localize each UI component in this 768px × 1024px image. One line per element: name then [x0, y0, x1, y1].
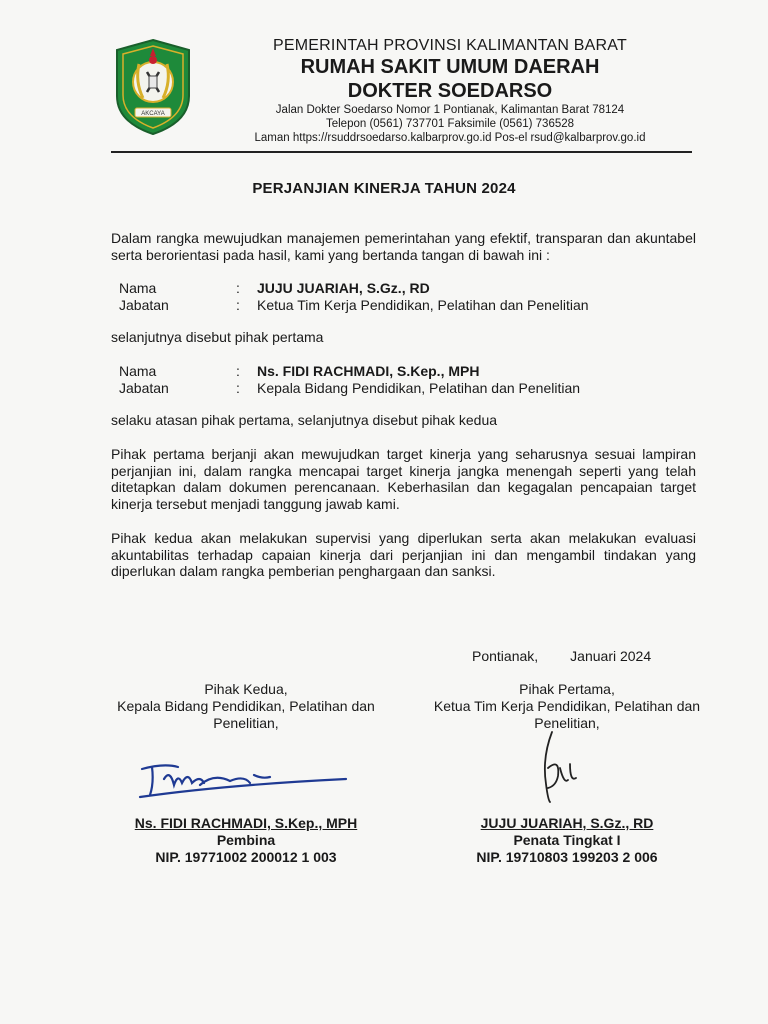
party1-position-label: Jabatan [119, 297, 169, 313]
address: Jalan Dokter Soedarso Nomor 1 Pontianak, Kalimantan Barat 78124 [275, 104, 625, 116]
party2-position: Kepala Bidang Pendidikan, Pelatihan dan Penelitian [257, 380, 581, 396]
phone: Telepon (0561) 737701 Faksimile (0561) 736528 [325, 118, 575, 130]
party1-designation: selanjutnya disebut pihak pertama [111, 329, 324, 345]
signature-right [530, 728, 580, 808]
colon: : [236, 363, 240, 379]
date: Januari 2024 [570, 648, 652, 664]
place-date [472, 648, 651, 664]
party1-position: Ketua Tim Kerja Pendidikan, Pelatihan dan Penelitian [257, 297, 589, 313]
party2-position-label: Jabatan [119, 380, 169, 396]
signature-block-left [96, 681, 396, 732]
signature-left [134, 755, 354, 805]
left-title: Kepala Bidang Pendidikan, Pelatihan dan Penelitian, [117, 698, 375, 731]
left-name: Ns. FIDI RACHMADI, S.Kep., MPH [134, 815, 358, 831]
party1-name: JUJU JUARIAH, S.Gz., RD [257, 280, 430, 296]
government-name: PEMERINTAH PROVINSI KALIMANTAN BARAT [273, 37, 627, 54]
party2-designation: selaku atasan pihak pertama, selanjutnya disebut pihak kedua [111, 412, 498, 428]
intro-paragraph: Dalam rangka mewujudkan manajemen pemerintahan yang efektif, transparan dan akuntabel serta berorientasi pada hasil, kami yang bertanda tangan di bawah ini : [111, 230, 696, 263]
party2-name: Ns. FIDI RACHMADI, S.Kep., MPH [257, 363, 480, 379]
signer-right [417, 815, 717, 866]
left-nip: NIP. 19771002 200012 1 003 [155, 849, 337, 865]
right-name: JUJU JUARIAH, S.Gz., RD [480, 815, 654, 831]
right-role: Pihak Pertama, [519, 681, 615, 697]
place: Pontianak, [472, 648, 539, 664]
header-divider [111, 151, 692, 153]
provincial-emblem-icon [113, 38, 193, 136]
left-rank: Pembina [216, 832, 276, 848]
supervision-paragraph: Pihak kedua akan melakukan supervisi yang diperlukan serta akan melakukan evaluasi akuntabilitas terhadap capaian kinerja dari perjanjian ini dan mengambil tindakan yang diperlukan dalam rangka pemberian penghargaan dan sanksi. [111, 530, 696, 579]
party1-name-label: Nama [119, 280, 157, 296]
colon: : [236, 297, 240, 313]
logo-motto: AKCAYA [141, 111, 165, 117]
left-role: Pihak Kedua, [204, 681, 288, 697]
website: Laman https://rsuddrsoedarso.kalbarprov.go.id Pos-el rsud@kalbarprov.go.id [254, 132, 646, 144]
commitment-paragraph: Pihak pertama berjanji akan mewujudkan target kinerja yang seharusnya sesuai lampiran perjanjian ini, dalam rangka mencapai target kinerja jangka menengah seperti yang telah ditetapkan dalam dokumen perencanaan. Keberhasilan dan kegagalan pencapaian target kinerja tersebut menjadi tanggung jawab kami. [111, 446, 696, 512]
right-rank: Penata Tingkat I [513, 832, 621, 848]
document-title: PERJANJIAN KINERJA TAHUN 2024 [252, 180, 516, 197]
right-title: Ketua Tim Kerja Pendidikan, Pelatihan dan Penelitian, [433, 698, 701, 731]
colon: : [236, 280, 240, 296]
signature-block-right [417, 681, 717, 732]
colon: : [236, 380, 240, 396]
hospital-name: RUMAH SAKIT UMUM DAERAH [300, 56, 600, 78]
hospital-name-2: DOKTER SOEDARSO [347, 80, 553, 102]
letterhead [205, 36, 695, 145]
signer-left [96, 815, 396, 866]
right-nip: NIP. 19710803 199203 2 006 [476, 849, 658, 865]
party2-name-label: Nama [119, 363, 157, 379]
